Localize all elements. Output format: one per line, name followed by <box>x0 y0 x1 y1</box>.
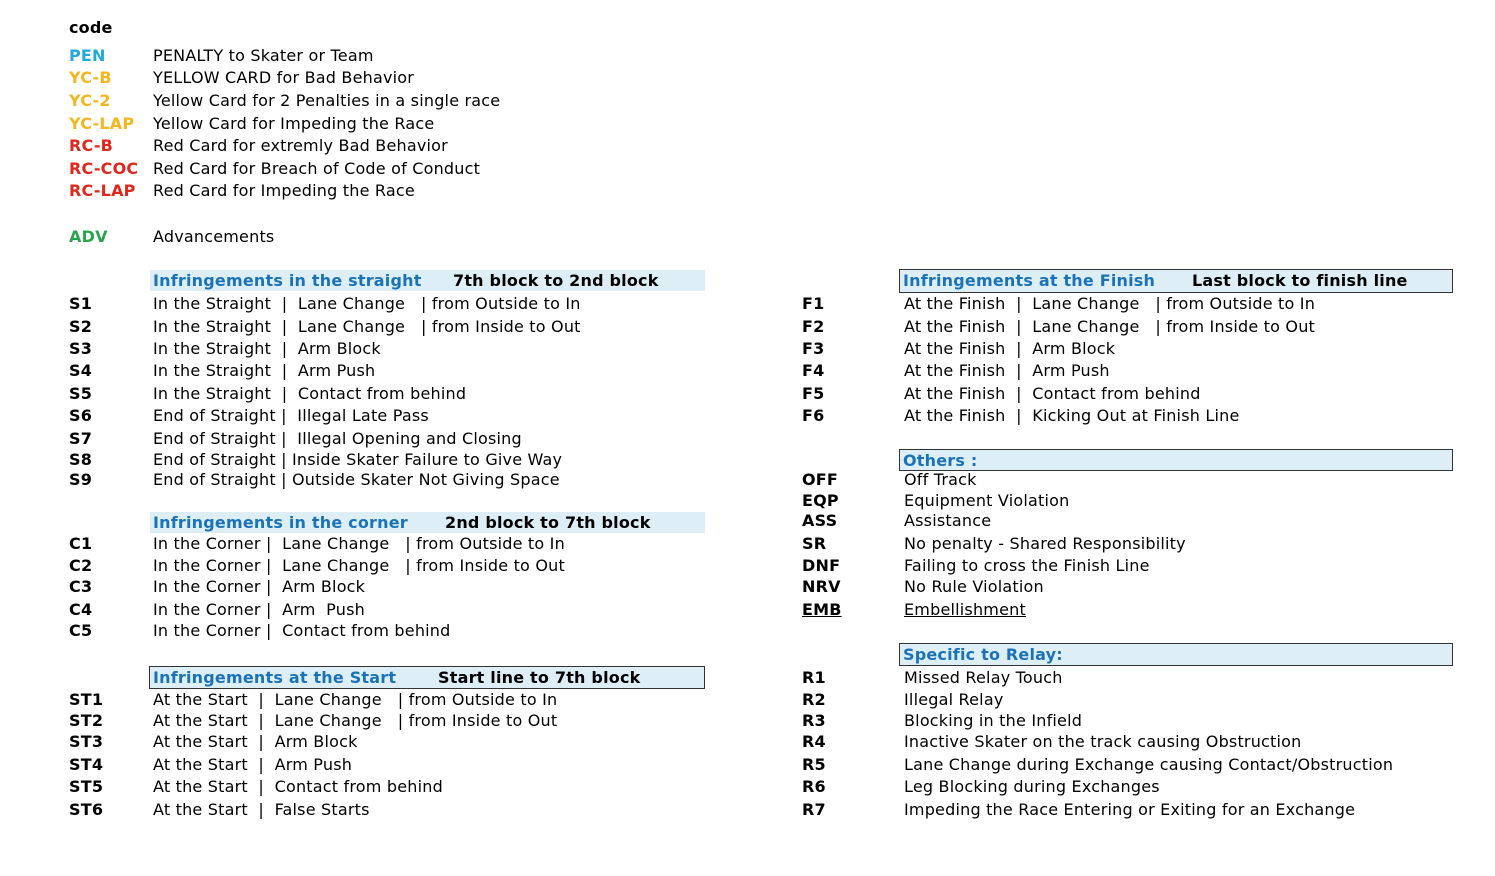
section-range: 2nd block to 7th block <box>445 513 651 532</box>
legend-code: YC-B <box>69 68 112 87</box>
code-heading: code <box>69 18 113 37</box>
row-code: EQP <box>802 491 839 510</box>
legend-desc: YELLOW CARD for Bad Behavior <box>153 68 415 87</box>
row-desc: No penalty - Shared Responsibility <box>904 534 1186 553</box>
section-title: Specific to Relay: <box>903 645 1063 664</box>
section-header-corner <box>150 512 705 533</box>
row-desc: In the Corner | Contact from behind <box>153 621 451 640</box>
section-range: 7th block to 2nd block <box>453 271 659 290</box>
legend-desc: Red Card for extremly Bad Behavior <box>153 136 448 155</box>
row-desc: Failing to cross the Finish Line <box>904 556 1150 575</box>
legend-code: YC-2 <box>69 91 111 110</box>
row-code: R1 <box>802 668 826 687</box>
row-code: C3 <box>69 577 93 596</box>
legend-code: RC-LAP <box>69 181 136 200</box>
row-desc: No Rule Violation <box>904 577 1044 596</box>
row-code: F5 <box>802 384 825 403</box>
row-code: R6 <box>802 777 826 796</box>
row-desc: At the Start | Contact from behind <box>153 777 443 796</box>
row-code: F6 <box>802 406 825 425</box>
row-code: F3 <box>802 339 825 358</box>
row-code: F2 <box>802 317 825 336</box>
row-code: NRV <box>802 577 841 596</box>
section-range: Start line to 7th block <box>438 668 641 687</box>
row-code: C1 <box>69 534 93 553</box>
row-code: C5 <box>69 621 93 640</box>
row-desc: Inactive Skater on the track causing Obstruction <box>904 732 1302 751</box>
section-header-straight <box>150 270 705 291</box>
row-desc: At the Finish | Arm Block <box>904 339 1116 358</box>
row-code: F1 <box>802 294 825 313</box>
row-code: R5 <box>802 755 826 774</box>
row-code: S9 <box>69 470 93 489</box>
row-code: ST6 <box>69 800 104 819</box>
row-desc: In the Corner | Lane Change | from Outside to In <box>153 534 565 553</box>
row-code: S8 <box>69 450 93 469</box>
legend-code: RC-COC <box>69 159 139 178</box>
row-desc: At the Start | Arm Push <box>153 755 353 774</box>
row-code: S5 <box>69 384 93 403</box>
row-desc: Missed Relay Touch <box>904 668 1063 687</box>
legend-desc: Yellow Card for Impeding the Race <box>153 114 435 133</box>
row-code: ST4 <box>69 755 104 774</box>
row-desc: Illegal Relay <box>904 690 1004 709</box>
legend-desc: Red Card for Breach of Code of Conduct <box>153 159 481 178</box>
row-desc: At the Finish | Lane Change | from Outside to In <box>904 294 1316 313</box>
legend-code: YC-LAP <box>69 114 135 133</box>
row-code: S7 <box>69 429 93 448</box>
section-header-others <box>899 449 1453 471</box>
row-desc: In the Straight | Arm Push <box>153 361 376 380</box>
legend-desc: Red Card for Impeding the Race <box>153 181 415 200</box>
row-desc: Lane Change during Exchange causing Contact/Obstruction <box>904 755 1394 774</box>
legend-code: RC-B <box>69 136 114 155</box>
legend-code: PEN <box>69 46 106 65</box>
row-desc: At the Finish | Arm Push <box>904 361 1110 380</box>
section-title: Infringements in the corner <box>153 513 408 532</box>
row-desc: In the Corner | Arm Push <box>153 600 365 619</box>
section-header-start <box>149 666 705 689</box>
row-code: ST5 <box>69 777 104 796</box>
row-desc: At the Start | Lane Change | from Inside to Out <box>153 711 558 730</box>
row-code: S2 <box>69 317 93 336</box>
row-code: R4 <box>802 732 826 751</box>
row-desc: End of Straight | Outside Skater Not Giving Space <box>153 470 560 489</box>
section-header-finish <box>899 269 1453 293</box>
row-code: ASS <box>802 511 838 530</box>
row-code: SR <box>802 534 827 553</box>
row-code: DNF <box>802 556 841 575</box>
row-desc: At the Finish | Kicking Out at Finish Line <box>904 406 1240 425</box>
row-code: S3 <box>69 339 93 358</box>
section-title: Infringements at the Start <box>153 668 397 687</box>
row-desc: At the Start | False Starts <box>153 800 370 819</box>
row-desc: At the Finish | Lane Change | from Inside to Out <box>904 317 1316 336</box>
section-title: Others : <box>903 451 978 470</box>
row-desc: At the Start | Arm Block <box>153 732 358 751</box>
row-desc: In the Straight | Contact from behind <box>153 384 467 403</box>
row-desc: At the Start | Lane Change | from Outside to In <box>153 690 558 709</box>
row-code: S1 <box>69 294 93 313</box>
legend-desc: PENALTY to Skater or Team <box>153 46 374 65</box>
row-desc: Assistance <box>904 511 992 530</box>
row-code: C4 <box>69 600 93 619</box>
row-code: R3 <box>802 711 826 730</box>
row-code: EMB <box>802 600 842 619</box>
row-desc: End of Straight | Illegal Late Pass <box>153 406 429 425</box>
row-code: ST1 <box>69 690 104 709</box>
legend-desc: Advancements <box>153 227 275 246</box>
row-desc: Embellishment <box>904 600 1026 619</box>
row-code: R2 <box>802 690 826 709</box>
row-code: R7 <box>802 800 826 819</box>
legend-desc: Yellow Card for 2 Penalties in a single race <box>153 91 501 110</box>
legend-code: ADV <box>69 227 108 246</box>
row-code: ST3 <box>69 732 104 751</box>
row-code: F4 <box>802 361 825 380</box>
section-header-relay <box>899 643 1453 666</box>
row-desc: Impeding the Race Entering or Exiting for an Exchange <box>904 800 1356 819</box>
row-desc: End of Straight | Inside Skater Failure to Give Way <box>153 450 563 469</box>
row-code: S6 <box>69 406 93 425</box>
row-desc: In the Straight | Lane Change | from Outside to In <box>153 294 581 313</box>
row-desc: End of Straight | Illegal Opening and Closing <box>153 429 522 448</box>
row-code: S4 <box>69 361 93 380</box>
row-desc: In the Straight | Lane Change | from Inside to Out <box>153 317 581 336</box>
section-range: Last block to finish line <box>1192 271 1408 290</box>
row-desc: Equipment Violation <box>904 491 1070 510</box>
row-code: OFF <box>802 470 839 489</box>
section-title: Infringements in the straight <box>153 271 422 290</box>
row-desc: In the Straight | Arm Block <box>153 339 381 358</box>
row-desc: In the Corner | Arm Block <box>153 577 366 596</box>
section-title: Infringements at the Finish <box>903 271 1156 290</box>
row-code: C2 <box>69 556 93 575</box>
row-desc: At the Finish | Contact from behind <box>904 384 1201 403</box>
row-desc: In the Corner | Lane Change | from Inside to Out <box>153 556 565 575</box>
row-desc: Leg Blocking during Exchanges <box>904 777 1160 796</box>
row-code: ST2 <box>69 711 104 730</box>
row-desc: Off Track <box>904 470 977 489</box>
row-desc: Blocking in the Infield <box>904 711 1083 730</box>
